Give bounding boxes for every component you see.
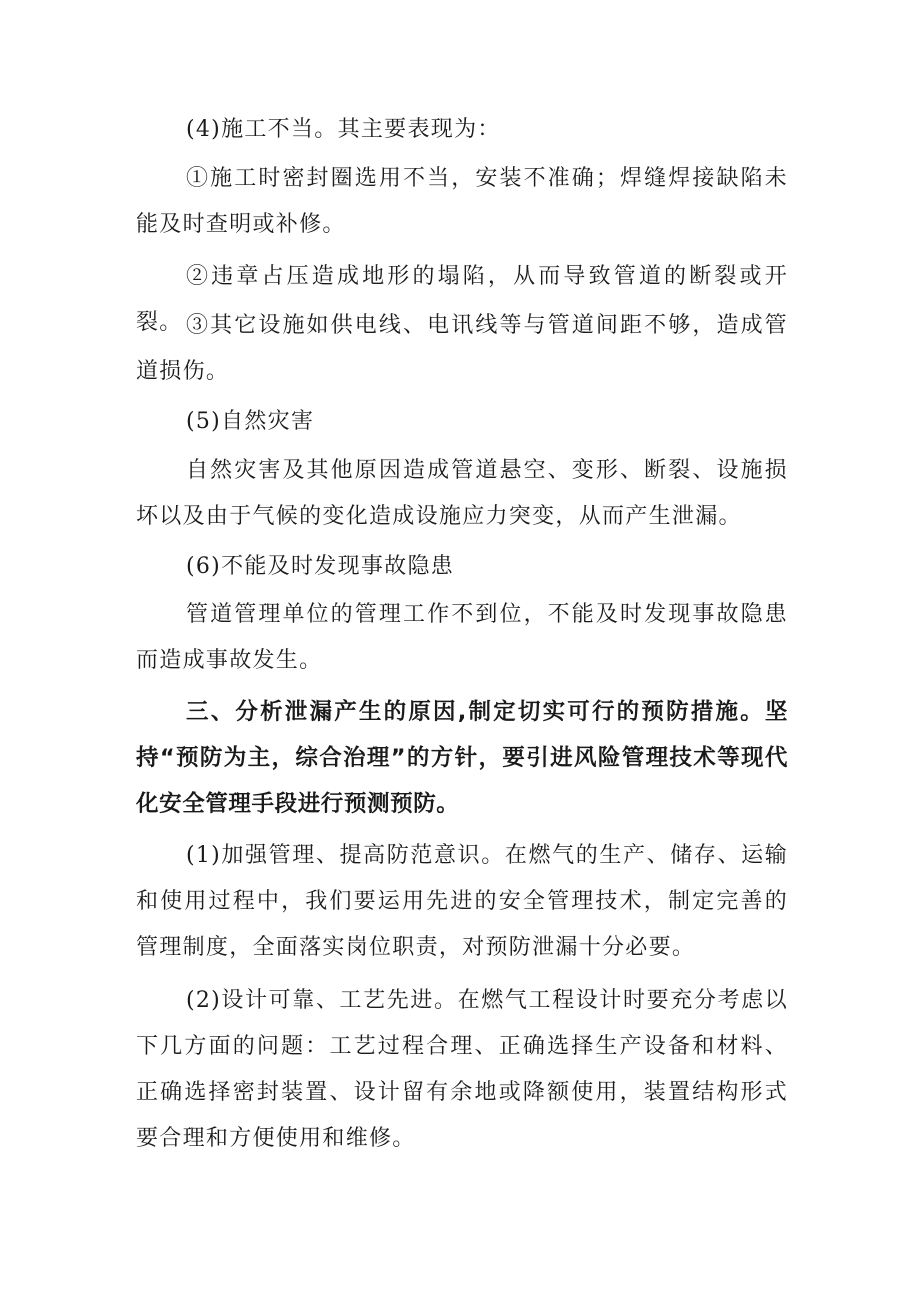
paragraph-item-2: ②违章占压造成地形的塌陷，从而导致管道的断裂或开裂。 <box>136 264 788 335</box>
paragraph-item-1: ①施工时密封圈选用不当，安装不准确；焊缝焊接缺陷未能及时查明或补修。 <box>136 166 788 237</box>
paragraph-hazard-heading: (6)不能及时发现事故隐患 <box>186 554 455 579</box>
paragraph-measure-2: (2)设计可靠、工艺先进。在燃气工程设计时要充分考虑以下几方面的问题：工艺过程合理、正确选择生产设备和材料、正确选择密封装置、设计留有余地或降额使用，装置结构形式要合理和方便使用和维修。 <box>136 988 788 1151</box>
paragraph-hazard-body: 管道管理单位的管理工作不到位，不能及时发现事故隐患而造成事故发生。 <box>136 602 788 673</box>
paragraph-natural-disaster-body: 自然灾害及其他原因造成管道悬空、变形、断裂、设施损坏以及由于气候的变化造成设施应力突变，从而产生泄漏。 <box>136 458 788 529</box>
paragraph-measure-1: (1)加强管理、提高防范意识。在燃气的生产、储存、运输和使用过程中，我们要运用先进的安全管理技术，制定完善的管理制度，全面落实岗位职责，对预防泄漏十分必要。 <box>136 843 788 960</box>
section-three-heading: 三、分析泄漏产生的原因,制定切实可行的预防措施。坚持“预防为主，综合治理”的方针，要引进风险管理技术等现代化安全管理手段进行预测预防。 <box>136 699 788 817</box>
paragraph-item-3: ③其它设施如供电线、电讯线等与管道间距不够，造成管道损伤。 <box>136 313 788 384</box>
paragraph-construction-issue: (4)施工不当。其主要表现为： <box>186 117 501 142</box>
paragraph-natural-disaster-heading: (5)自然灾害 <box>186 409 315 434</box>
